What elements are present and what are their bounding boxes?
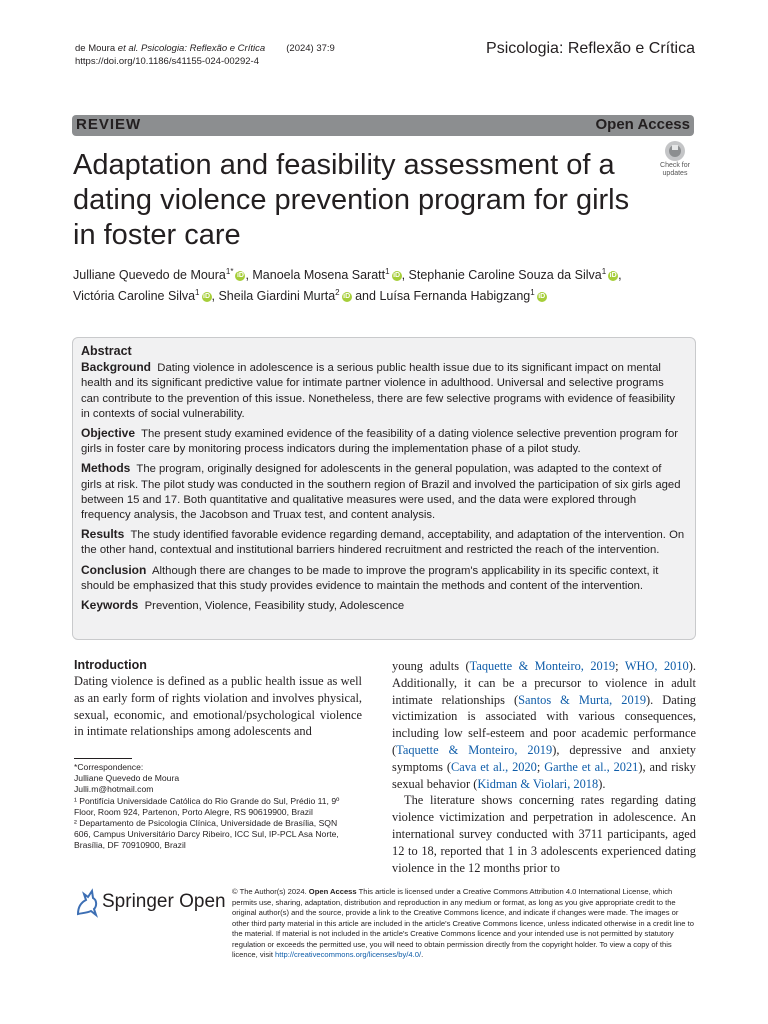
abstract-methods [81,461,685,523]
license-copyright: © The Author(s) 2024. [232,887,309,896]
springer-open-logo[interactable] [74,888,226,923]
correspondence-name: Julliane Quevedo de Moura [74,773,180,784]
citation-authors: de Moura [75,43,118,54]
citation-link[interactable]: Garthe et al., 2021 [544,759,639,774]
author-affiliation: 1 [385,267,390,276]
correspondence-email[interactable]: Julli.m@hotmail.com [74,784,154,795]
author-name[interactable]: Stephanie Caroline Souza da Silva [408,268,602,283]
abstract-box [72,337,696,640]
springer-horse-icon [74,888,100,918]
author-separator: , [618,268,622,283]
orcid-icon[interactable]: iD [203,293,210,301]
citation-journal: Psicologia: Reflexão e Crítica [138,43,266,54]
citation-link[interactable]: Kidman & Violari, 2018 [477,776,599,791]
abstract-background [81,360,685,422]
abstract-text: Prevention, Violence, Feasibility study, Adolescence [144,600,405,613]
abstract-label: Keywords [81,598,139,613]
author-affiliation: 1 [530,288,535,298]
author-name[interactable]: Victória Caroline Silva [73,289,196,304]
author-separator: , [211,289,219,304]
intro-paragraph-continued [392,658,696,792]
license-statement [232,887,695,961]
check-updates-label: Check for updates [660,162,690,177]
abstract-text: Dating violence in adolescence is a serious public health issue due to its significant impact on mental health and its significant predictive value for intimate partner violence in adulthood. Universal and selective programs can contribute to the prevention of this issue. Nonetheless, there are few selective programs with evidence of feasibility in contexts of social vulnerability. [81,362,676,420]
abstract-label: Results [81,527,125,542]
abstract-text: The program, originally designed for adolescents in the general population, was adapted to the context of girls at risk. The pilot study was conducted in the southern region of Brazil and involved the participation of six girls aged between 15 and 17. Both quantitative and qualitative measures were used, and the data were explored through frequency analysis, the Jacobson and Truax test, and content analysis. [81,463,681,522]
author-separator: and [351,289,380,304]
abstract-keywords [81,598,685,614]
citation-link[interactable]: Taquette & Monteiro, 2019 [396,742,553,757]
author-affiliation: 1 [195,288,200,298]
author-list [73,263,693,305]
orcid-icon[interactable]: iD [393,271,401,279]
doi-link[interactable]: https://doi.org/10.1186/s41155-024-00292-4 [75,56,259,67]
citation-link[interactable]: WHO, 2010 [624,659,689,673]
author-name[interactable]: Manoela Mosena Saratt [252,268,386,283]
text-run: ), and risky sexual behavior ( [392,759,696,791]
body-column-right [392,658,696,876]
text-run: The literature shows concerning rates regarding dating violence victimization and perpetration in adolescence. An international survey conducted with 3711 participants, aged 12 to 18, reported that 1 in 3 adolescents experienced dating violence in the 12 months prior to [392,793,696,875]
citation-etal: et al. [117,43,139,54]
orcid-icon[interactable]: iD [609,271,617,279]
abstract-results [81,527,685,558]
abstract-text: Although there are changes to be made to improve the program's applicability in its specific context, it should be emphasized that this study provides evidence to maintain the methods and content of the intervention. [81,564,659,592]
section-heading-introduction: Introduction [74,658,147,672]
abstract-label: Objective [81,426,136,441]
affiliation-1: ¹ Pontifícia Universidade Católica do Rio Grande do Sul, Prédio 11, 9º Floor, Room 924, Partenon, Porto Alegre, RS 90619900, Brazil [74,795,340,817]
text-run: ). Dating victimization is associated with various consequences, including low self-esteem and poor academic performance ( [392,692,697,757]
author-separator: , [245,268,253,283]
journal-name: Psicologia: Reflexão e Crítica [486,40,695,57]
check-updates-icon [655,140,695,164]
citation-link[interactable]: Cava et al., 2020 [450,759,537,774]
author-name[interactable]: Luísa Fernanda Habigzang [379,289,531,304]
citation-link[interactable]: Taquette & Monteiro, 2019 [469,659,616,673]
intro-paragraph: Dating violence is defined as a public health issue as well as an early form of rights violation and involves physical, sexual, economic, and emotional/psychological violence in intimate relationships among adolescents and [74,674,362,739]
abstract-label: Background [81,360,152,375]
abstract-objective [81,426,685,457]
review-label: REVIEW [76,116,142,133]
body-column-left [74,658,362,740]
text-run: ). Additionally, it can be a precursor to violence in adult intimate relationships ( [392,659,696,707]
orcid-icon[interactable]: iD [236,271,244,279]
abstract-heading: Abstract [81,344,132,358]
intro-paragraph-2 [392,792,696,876]
text-run: ; [615,659,625,673]
orcid-icon[interactable]: iD [538,293,546,301]
footnotes [74,762,354,852]
license-end: . [421,950,424,959]
footnote-divider [74,758,132,759]
text-run: young adults ( [392,659,470,673]
publisher-name: Springer [102,891,174,912]
license-link[interactable]: http://creativecommons.org/licenses/by/4.0/ [275,950,422,959]
affiliation-2: ² Departamento de Psicologia Clínica, Universidade de Brasília, SQN 606, Campus Universitário Darcy Ribeiro, ICC Sul, IP-PCL Asa Norte, Brasília, DF 70910900, Brazil [74,818,339,851]
abstract-label: Methods [81,461,131,476]
correspondence-label: *Correspondence: [74,762,144,772]
orcid-icon[interactable]: iD [343,293,351,301]
text-run: ; [536,759,545,774]
author-affiliation: 1 [601,267,607,276]
publisher-open: Open [179,891,226,912]
citation-year: (2024) 37:9 [286,43,335,54]
article-title: Adaptation and feasibility assessment of a dating violence prevention program for girls in foster care [73,149,630,251]
citation-link[interactable]: Santos & Murta, 2019 [518,692,647,707]
text-run: ). [598,776,606,791]
citation-header [75,42,335,68]
open-access-label: Open Access [595,116,690,133]
review-bar [72,115,694,136]
abstract-label: Conclusion [81,562,147,577]
text-run: ), depressive and anxiety symptoms ( [392,742,696,774]
author-name[interactable]: Sheila Giardini Murta [218,289,336,304]
abstract-conclusion [81,563,685,594]
license-text: This article is licensed under a Creative Commons Attribution 4.0 International License, which permits use, sharing, adaptation, distribution and reproduction in any medium or format, as long as you give appropriate credit to the original author(s) and the source, provide a link to the Creative Commons licence, and indicate if changes were made. The images or other third party material in this article are included in the article's Creative Commons licence, unless indicated otherwise in a credit line to the material. If material is not included in the article's Creative Commons licence and your intended use is not permitted by statutory regulation or exceeds the permitted use, you will need to obtain permission directly from the copyright holder. To view a copy of this licence, visit [232,887,694,959]
author-affiliation: 1* [225,267,234,276]
abstract-text: The present study examined evidence of the feasibility of a dating violence selective prevention program for girls in foster care by monitoring process indicators during the implementation phase of a pilot study. [81,428,679,456]
author-separator: , [401,268,409,283]
check-for-updates-badge[interactable] [655,140,695,180]
author-affiliation: 2 [335,288,340,298]
author-name[interactable]: Julliane Quevedo de Moura [73,268,226,283]
license-open-access: Open Access [308,887,357,896]
abstract-text: The study identified favorable evidence regarding demand, acceptability, and adaptation of the intervention. On the other hand, contextual and institutional barriers hindered recruitment and restricted the reach of the intervention. [81,529,685,557]
